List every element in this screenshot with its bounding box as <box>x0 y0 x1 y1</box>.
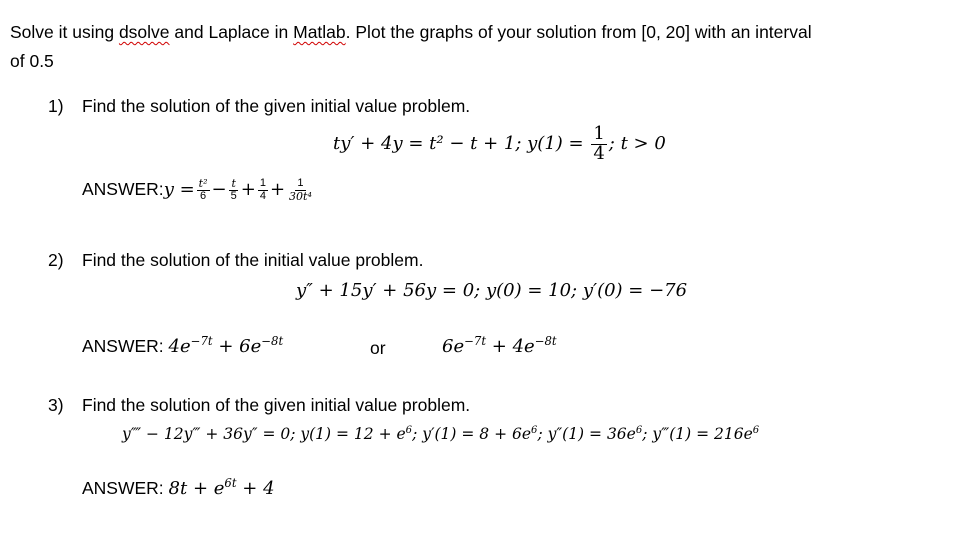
problem-1-answer <box>82 178 316 202</box>
intro-text: Solve it using <box>10 22 119 42</box>
problem-3-answer <box>82 475 275 499</box>
equation-text: ty′ + 4y = t² − t + 1; y(1) = <box>333 133 590 155</box>
exponent: −8t <box>534 333 557 348</box>
exponent: 6 <box>635 424 643 436</box>
fraction <box>197 178 210 202</box>
problem-2-title: Find the solution of the initial value problem. <box>82 250 424 270</box>
intro-line-1 <box>10 24 812 42</box>
problem-2-alt-answer <box>442 333 557 357</box>
fraction-numerator: 1 <box>297 177 304 189</box>
fraction-denominator: 6 <box>200 189 207 202</box>
operator: + <box>240 179 256 201</box>
fraction-numerator: 1 <box>593 123 605 144</box>
problem-2-number: 2) <box>48 250 64 270</box>
problem-1-title: Find the solution of the given initial value problem. <box>82 96 471 116</box>
answer-label: ANSWER: <box>82 478 169 498</box>
fraction <box>229 178 239 202</box>
equation-text: y⁗ − 12y‴ + 36y″ = 0; y(1) = 12 + e <box>122 425 406 443</box>
problem-3-number: 3) <box>48 395 64 415</box>
fraction <box>287 178 314 202</box>
problem-2-equation: y″ + 15y′ + 56y = 0; y(0) = 10; y′(0) = −76 <box>296 280 688 301</box>
dsolve-word: dsolve <box>118 22 170 42</box>
exponent: −8t <box>261 333 284 348</box>
problem-1-equation <box>333 125 666 164</box>
answer-y: y = <box>163 179 195 201</box>
exponent: 6 <box>405 424 413 436</box>
answer-term: + 6e <box>212 336 262 357</box>
answer-label: ANSWER: <box>82 179 164 200</box>
exponent: 6t <box>224 475 237 490</box>
exponent: −7t <box>190 333 213 348</box>
fraction-numerator: t <box>231 177 236 190</box>
answer-label: ANSWER: <box>82 336 169 356</box>
fraction-denominator: 5 <box>230 189 237 202</box>
intro-line-2: of 0.5 <box>10 51 54 71</box>
equation-text: ; t > 0 <box>608 133 666 155</box>
matlab-word: Matlab <box>293 22 346 42</box>
intro-text: . Plot the graphs of your solution from [0, 20] with an interval <box>345 22 812 42</box>
answer-term: + 4 <box>236 478 275 499</box>
fraction <box>591 125 606 164</box>
answer-term: + 4e <box>486 336 535 357</box>
operator: + <box>269 179 286 201</box>
fraction-denominator: 4 <box>593 142 605 164</box>
fraction-denominator: 30t⁴ <box>289 189 312 203</box>
answer-or: or <box>370 338 386 358</box>
problem-2-answer <box>82 333 284 357</box>
fraction-denominator: 4 <box>259 189 266 202</box>
problem-1-number: 1) <box>48 96 64 116</box>
exponent: −7t <box>464 333 487 348</box>
problem-3-title: Find the solution of the given initial value problem. <box>82 395 471 415</box>
operator: − <box>211 179 227 201</box>
problem-3-equation <box>122 425 759 443</box>
fraction <box>258 178 268 202</box>
equation-text: ; y‴(1) = 216e <box>642 425 753 443</box>
fraction-numerator: t² <box>198 177 208 190</box>
equation-text: ; y″(1) = 36e <box>537 425 636 443</box>
exponent: 6 <box>752 424 760 436</box>
answer-term: 4e <box>168 336 191 357</box>
equation-text: ; y′(1) = 8 + 6e <box>412 425 532 443</box>
intro-text: and Laplace in <box>169 22 294 42</box>
fraction-numerator: 1 <box>259 177 266 189</box>
answer-term: 8t + e <box>168 478 225 499</box>
exponent: 6 <box>531 424 538 436</box>
answer-term: 6e <box>442 336 465 357</box>
